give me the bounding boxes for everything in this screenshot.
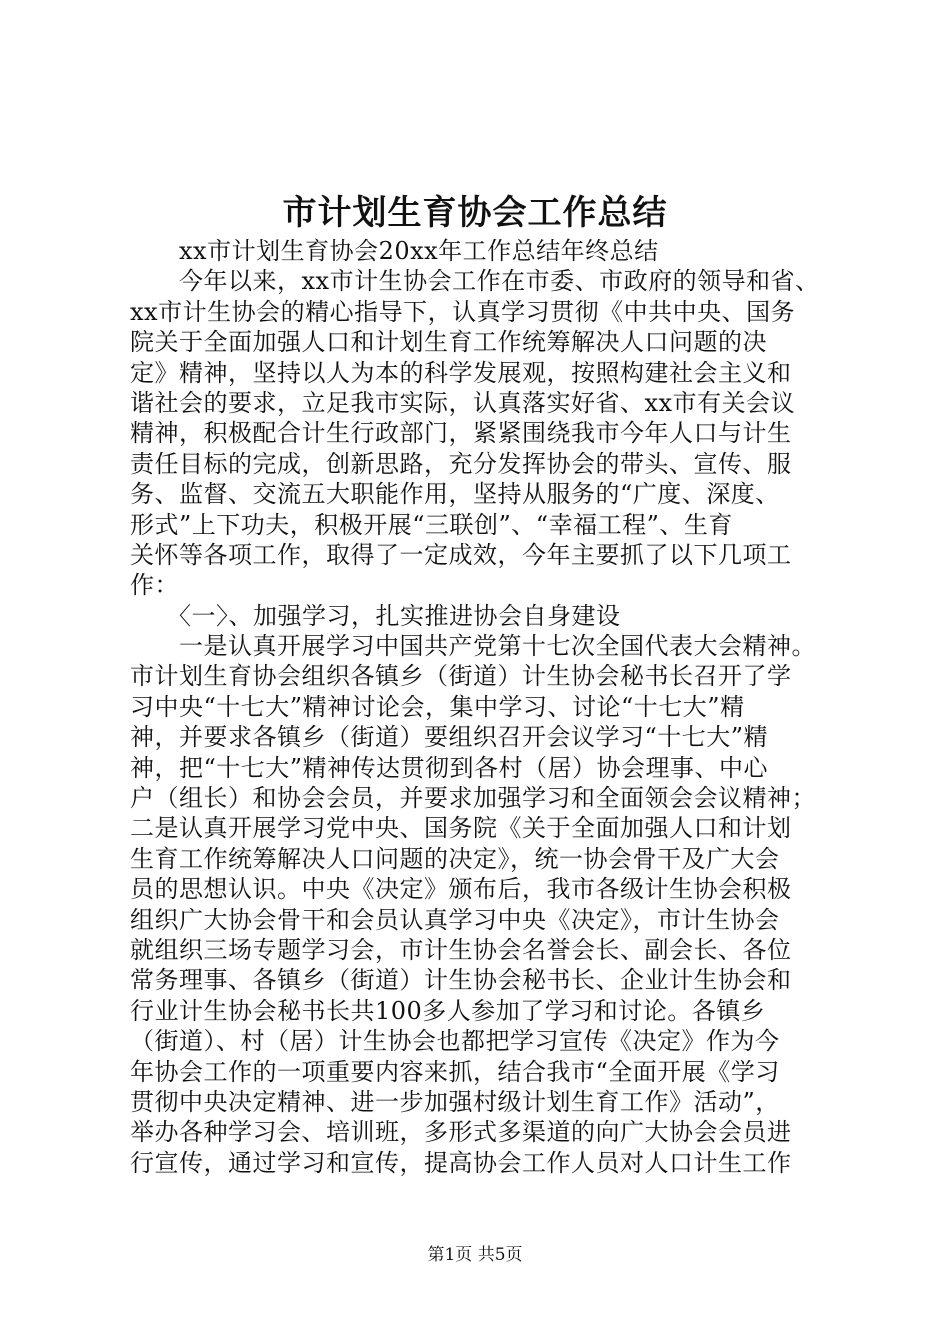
body-line: 定》精神，坚持以人为本的科学发展观，按照构建社会主义和	[130, 358, 792, 387]
body-line: 户（组长）和协会会员，并要求加强学习和全面领会会议精神；	[130, 784, 816, 813]
document-body	[130, 236, 850, 1178]
document-title: 市计划生育协会工作总结	[282, 193, 668, 233]
body-line: 二是认真开展学习党中央、国务院《关于全面加强人口和计划	[130, 814, 792, 843]
body-line: 责任目标的完成，创新思路，充分发挥协会的带头、宣传、服	[130, 449, 792, 478]
body-line: （街道）、村（居）计生协会也都把学习宣传《决定》作为今	[130, 1027, 780, 1056]
body-line: 精神，积极配合计生行政部门，紧紧围绕我市今年人口与计生	[130, 419, 792, 448]
body-line: 就组织三场专题学习会，市计生协会名誉会长、副会长、各位	[130, 935, 792, 964]
body-line: 神，并要求各镇乡（街道）要组织召开会议学习“十七大”精	[130, 723, 769, 752]
body-line: 举办各种学习会、培训班，多形式多渠道的向广大协会会员进	[130, 1118, 792, 1147]
body-line: 贯彻中央决定精神、进一步加强村级计划生育工作》活动”，	[130, 1087, 780, 1116]
page-footer: 第1页 共5页	[427, 1245, 523, 1265]
body-line: 常务理事、各镇乡（街道）计生协会秘书长、企业计生协会和	[130, 966, 792, 995]
body-line: 务、监督、交流五大职能作用，坚持从服务的“广度、深度、	[130, 480, 780, 509]
body-line: 作：	[130, 571, 179, 600]
body-line: 一是认真开展学习中国共产党第十七次全国代表大会精神。	[130, 632, 816, 661]
section-heading: 〈一〉、加强学习，扎实推进协会自身建设	[130, 601, 621, 630]
body-line: 生育工作统筹解决人口问题的决定》，统一协会骨干及广大会	[130, 844, 780, 873]
body-line: 员的思想认识。中央《决定》颁布后，我市各级计生协会积极	[130, 875, 792, 904]
body-line: 习中央“十七大”精神讨论会，集中学习、讨论“十七大”精	[130, 692, 745, 721]
body-line: 院关于全面加强人口和计划生育工作统筹解决人口问题的决	[130, 328, 767, 357]
body-line: 行宣传，通过学习和宣传，提高协会工作人员对人口计生工作	[130, 1148, 792, 1177]
body-line: 市计划生育协会组织各镇乡（街道）计生协会秘书长召开了学	[130, 662, 792, 691]
body-line: 神，把“十七大”精神传达贯彻到各村（居）协会理事、中心	[130, 753, 769, 782]
body-line: 关怀等各项工作，取得了一定成效，今年主要抓了以下几项工	[130, 540, 792, 569]
body-line: 年协会工作的一项重要内容来抓，结合我市“全面开展《学习	[130, 1057, 780, 1086]
body-line: xx市计划生育协会20xx年工作总结年终总结	[130, 237, 659, 265]
body-line: 组织广大协会骨干和会员认真学习中央《决定》，市计生协会	[130, 905, 780, 934]
body-line: 今年以来，xx市计生协会工作在市委、市政府的领导和省、	[130, 267, 820, 296]
body-line: 形式”上下功夫，积极开展“三联创”、“幸福工程”、生育	[130, 510, 733, 539]
body-line: xx市计生协会的精心指导下，认真学习贯彻《中共中央、国务	[130, 297, 796, 326]
body-line: 谐社会的要求，立足我市实际，认真落实好省、xx市有关会议	[130, 388, 796, 417]
body-line: 行业计生协会秘书长共100多人参加了学习和讨论。各镇乡	[130, 996, 766, 1025]
